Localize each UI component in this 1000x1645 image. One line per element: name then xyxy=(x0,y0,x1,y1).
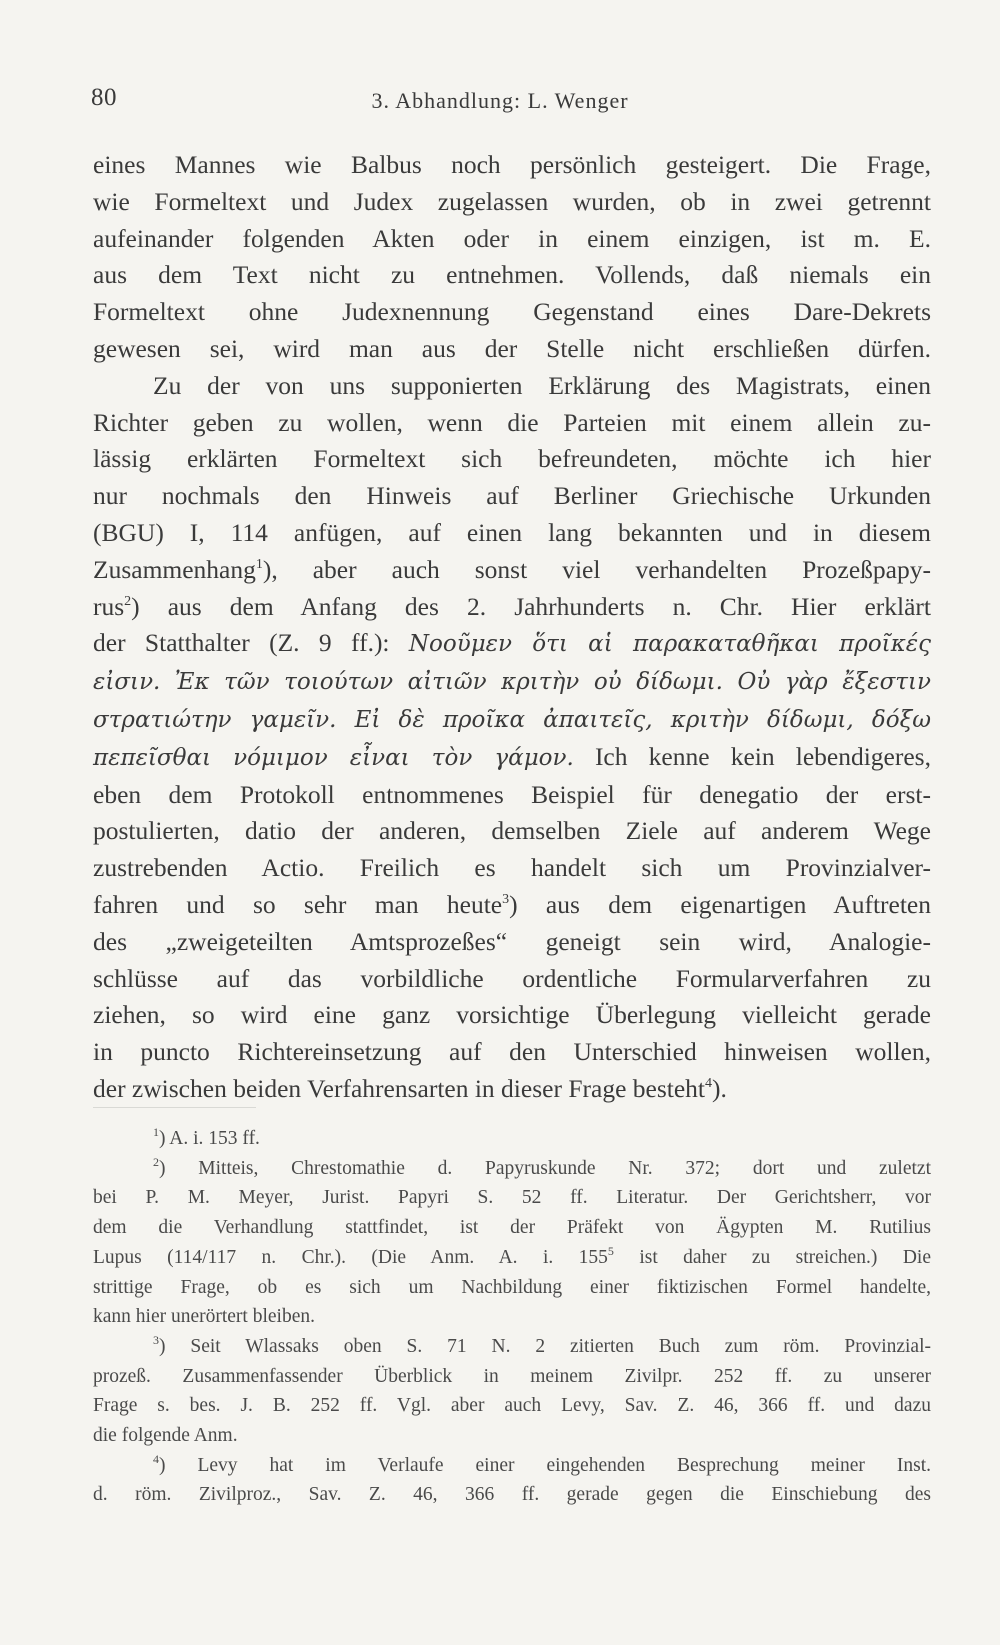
body-line: Formeltext ohne Judexnennung Gegenstand eines Dare-Dekrets xyxy=(93,297,931,327)
footnote-number: 1 xyxy=(153,1125,159,1139)
body-line xyxy=(93,552,931,589)
body-line: eines Mannes wie Balbus noch persönlich gesteigert. Die Frage, xyxy=(93,150,931,179)
page-number: 80 xyxy=(91,84,117,111)
footnote-ref: 3 xyxy=(502,891,510,907)
body-line: des „zweigeteilten Amtsprozeßes“ geneigt sein wird, Analogie- xyxy=(93,926,931,956)
footnote-line: strittige Frage, ob es sich um Nachbildung einer fiktizischen Formel handelte, xyxy=(93,1276,931,1298)
greek-quote: εἰσιν. Ἐκ τῶν τοιούτων αἰτιῶν κριτὴν οὐ δίδωμι. Οὐ γὰρ ἔξεστιν xyxy=(93,669,931,696)
body-line xyxy=(93,887,931,924)
body-line xyxy=(93,589,931,626)
footnote-ref: 1 xyxy=(255,556,263,572)
footnotes xyxy=(93,1124,931,1510)
body-text-fragment: ). xyxy=(712,1073,727,1103)
body-line: postulierten, datio der anderen, demselben Ziele auf anderem Wege xyxy=(93,816,931,846)
body-line: zustrebenden Actio. Freilich es handelt sich um Provinzialver- xyxy=(93,853,931,883)
footnote-superscript: 5 xyxy=(607,1243,614,1258)
footnote-line xyxy=(93,1243,931,1273)
footnote-line: $^3$) Seit Wlassaks oben S. 71 N. 2 zitierten Buch zum röm. Provinzial- xyxy=(153,1332,931,1357)
footnote-line: $^1$) A. i. 153 ff. xyxy=(153,1125,260,1149)
body-line: (BGU) I, 114 anfügen, auf einen lang bekannten und in diesem xyxy=(93,517,931,547)
greek-quote: πεπεῖσθαι νόμιμον εἶναι τὸν γάμον. xyxy=(93,744,574,771)
footnote-text: ist daher zu streichen.) Die xyxy=(613,1246,931,1268)
footnote-line: $^2$) Mitteis, Chrestomathie d. Papyruskunde Nr. 372; dort und zuletzt xyxy=(153,1154,932,1179)
body-text-fragment: der Statthalter (Z. 9 ff.): xyxy=(93,628,390,658)
footnote-line: kann hier unerörtert bleiben. xyxy=(93,1306,315,1328)
body-text-fragment: ) aus dem eigenartigen Auftreten xyxy=(509,889,932,919)
footnote-line: $^4$) Levy hat im Verlaufe einer eingehenden Besprechung meiner Inst. xyxy=(153,1451,931,1476)
body-line xyxy=(93,1071,931,1108)
body-text-fragment: der zwischen beiden Verfahrensarten in dieser Frage besteht xyxy=(93,1073,705,1103)
footnote-text: Levy hat im Verlaufe einer eingehenden Besprechung meiner Inst. xyxy=(197,1454,931,1476)
body-line xyxy=(93,663,931,701)
body-line: in puncto Richtereinsetzung auf den Unterschied hinweisen wollen, xyxy=(93,1037,931,1067)
footnote-line: bei P. M. Meyer, Jurist. Papyri S. 52 ff. Literatur. Der Gerichtsherr, vor xyxy=(93,1187,931,1209)
body-line: lässig erklärten Formeltext sich befreundeten, möchte ich hier xyxy=(93,444,931,474)
footnote-text: Lupus (114/117 n. Chr.). (Die Anm. A. i. 155 xyxy=(93,1246,608,1268)
body-text-fragment: rus xyxy=(93,591,125,621)
body-line: ziehen, so wird eine ganz vorsichtige Überlegung vielleicht gerade xyxy=(93,1000,931,1030)
body-text-fragment: Ich kenne kein lebendigeres, xyxy=(594,741,931,771)
body-line xyxy=(93,701,931,739)
greek-quote: Νοοῦμεν ὅτι αἱ παρακαταθῆκαι προῖκές xyxy=(408,631,931,658)
body-line: aus dem Text nicht zu entnehmen. Vollends, daß niemals ein xyxy=(93,260,931,290)
body-line: gewesen sei, wird man aus der Stelle nicht erschließen dürfen. xyxy=(93,333,931,363)
footnote-number: 3 xyxy=(153,1332,159,1347)
footnote-text: Mitteis, Chrestomathie d. Papyruskunde Nr. 372; dort und zuletzt xyxy=(198,1157,932,1179)
body-text-fragment: ), aber auch sonst viel verhandelten Prozeßpapy- xyxy=(262,554,931,584)
body-line: Richter geben zu wollen, wenn die Parteien mit einem allein zu- xyxy=(93,407,931,437)
footnote-ref: 2 xyxy=(124,593,132,609)
footnote-text: A. i. 153 ff. xyxy=(169,1128,260,1149)
body-text-fragment: fahren und so sehr man heute xyxy=(93,889,503,919)
body-text-fragment: ) aus dem Anfang des 2. Jahrhunderts n. Chr. Hier erklärt xyxy=(131,591,931,621)
footnote-separator xyxy=(93,1107,256,1108)
footnote-line: Frage s. bes. J. B. 252 ff. Vgl. aber auch Levy, Sav. Z. 46, 366 ff. und dazu xyxy=(93,1395,931,1417)
body-line xyxy=(93,739,931,777)
body-text xyxy=(93,147,931,1108)
footnote-number: 4 xyxy=(153,1451,159,1466)
body-line: schlüsse auf das vorbildliche ordentliche Formularverfahren zu xyxy=(93,963,931,993)
body-line: eben dem Protokoll entnommenes Beispiel für denegatio der erst- xyxy=(93,779,931,809)
footnote-ref: 4 xyxy=(705,1075,712,1091)
body-line: aufeinander folgenden Akten oder in einem einzigen, ist m. E. xyxy=(93,223,931,253)
footnote-number: 2 xyxy=(153,1154,159,1169)
body-text-fragment: Zusammenhang xyxy=(93,554,256,584)
footnote-line: prozeß. Zusammenfassender Überblick in meinem Zivilpr. 252 ff. zu unserer xyxy=(93,1365,931,1387)
footnote-line: d. röm. Zivilproz., Sav. Z. 46, 366 ff. gerade gegen die Einschiebung des xyxy=(93,1484,931,1506)
footnote-line: die folgende Anm. xyxy=(93,1425,238,1447)
footnote-text: Seit Wlassaks oben S. 71 N. 2 zitierten Buch zum röm. Provinzial- xyxy=(190,1335,931,1357)
body-line: nur nochmals den Hinweis auf Berliner Griechische Urkunden xyxy=(93,481,931,511)
greek-quote: στρατιώτην γαμεῖν. Εἰ δὲ προῖκα ἀπαιτεῖς, κριτὴν δίδωμι, δόξω xyxy=(93,706,931,733)
body-line: wie Formeltext und Judex zugelassen wurden, ob in zwei getrennt xyxy=(93,186,931,216)
running-title: 3. Abhandlung: L. Wenger xyxy=(371,88,629,113)
body-line: Zu der von uns supponierten Erklärung des Magistrats, einen xyxy=(153,370,931,400)
body-line xyxy=(93,625,931,663)
footnote-line: dem die Verhandlung stattfindet, ist der Präfekt von Ägypten M. Rutilius xyxy=(93,1217,931,1239)
